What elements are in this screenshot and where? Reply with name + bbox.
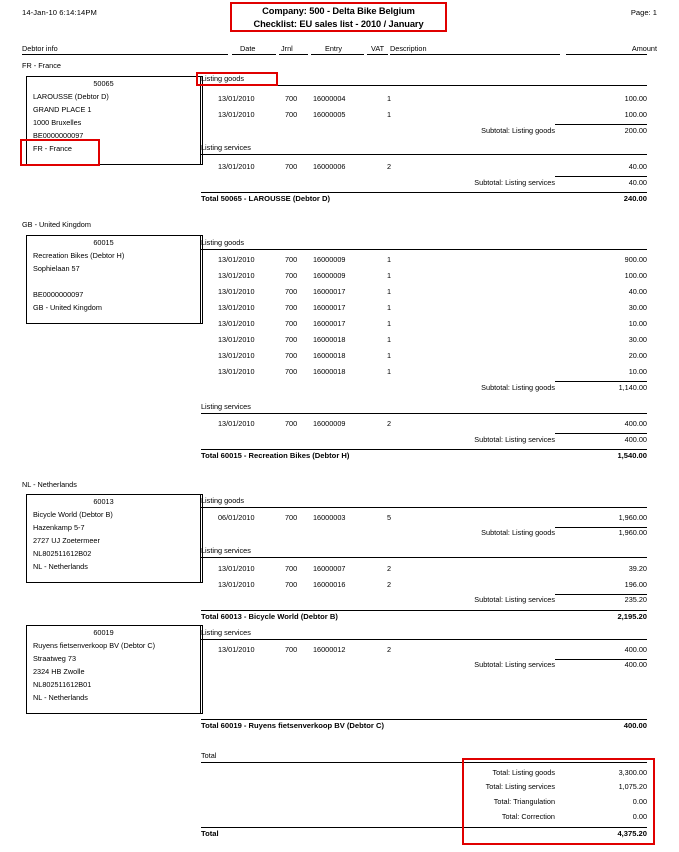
column-header-amount: Amount <box>631 44 657 53</box>
header-rule-date <box>232 54 276 55</box>
cell-vat: 1 <box>387 94 392 103</box>
subtotal-amount: 40.00 <box>628 178 647 187</box>
cell-vat: 1 <box>387 110 392 119</box>
section-rule-services-60015 <box>201 413 647 414</box>
debtor-address2 <box>27 275 202 288</box>
debtor-country: NL - Netherlands <box>33 562 88 571</box>
debtor-total-row-50065 <box>201 194 647 207</box>
cell-entry: 16000009 <box>313 271 346 280</box>
section-label-services-60015: Listing services <box>201 402 251 411</box>
cell-journal: 700 <box>285 351 298 360</box>
cell-amount: 40.00 <box>628 287 647 296</box>
cell-amount: 10.00 <box>628 319 647 328</box>
grand-total-row-triangulation <box>201 797 647 809</box>
grand-total-section-label: Total <box>201 751 217 760</box>
debtor-total-rule-60015 <box>201 449 647 450</box>
cell-entry: 16000009 <box>313 419 346 428</box>
table-row <box>201 110 647 122</box>
table-row <box>201 319 647 331</box>
cell-amount: 30.00 <box>628 335 647 344</box>
checklist-title: Checklist: EU sales list - 2010 / January <box>253 19 424 29</box>
cell-amount: 100.00 <box>624 271 647 280</box>
subtotal-rule <box>555 381 647 382</box>
grand-total-row-goods <box>201 768 647 780</box>
cell-amount: 39.20 <box>628 564 647 573</box>
grand-total-row-services <box>201 782 647 794</box>
debtor-total-amount: 1,540.00 <box>617 451 647 460</box>
cell-entry: 16000018 <box>313 335 346 344</box>
subtotal-rule <box>555 124 647 125</box>
subtotal-row-services-60013 <box>201 595 647 607</box>
debtor-address2: 1000 Bruxelles <box>33 118 82 127</box>
grand-total-final-amount: 4,375.20 <box>617 829 647 838</box>
subtotal-rule <box>555 176 647 177</box>
cell-entry: 16000004 <box>313 94 346 103</box>
cell-date: 13/01/2010 <box>218 580 255 589</box>
subtotal-amount: 1,140.00 <box>618 383 647 392</box>
cell-vat: 1 <box>387 319 392 328</box>
header-rule-debtor <box>22 54 228 55</box>
subtotal-row-services-60019 <box>201 660 647 672</box>
column-header-entry: Entry <box>325 44 343 53</box>
column-header-vat: VAT <box>371 44 385 53</box>
subtotal-amount: 200.00 <box>624 126 647 135</box>
section-rule-goods-50065 <box>201 85 647 86</box>
country-heading-gb: GB - United Kingdom <box>22 220 91 229</box>
section-rule-goods-60015 <box>201 249 647 250</box>
cell-entry: 16000017 <box>313 287 346 296</box>
header-rule-entry <box>311 54 364 55</box>
cell-date: 13/01/2010 <box>218 564 255 573</box>
country-heading-nl: NL - Netherlands <box>22 480 77 489</box>
debtor-address1: Sophielaan 57 <box>33 264 80 273</box>
company-title: Company: 500 - Delta Bike Belgium <box>262 6 415 16</box>
subtotal-label: Subtotal: Listing goods <box>481 528 555 537</box>
grand-total-final-label: Total <box>201 829 219 838</box>
section-rule-services-60019 <box>201 639 647 640</box>
cell-date: 13/01/2010 <box>218 335 255 344</box>
cell-vat: 1 <box>387 255 392 264</box>
cell-entry: 16000003 <box>313 513 346 522</box>
section-label-services-50065: Listing services <box>201 143 251 152</box>
cell-vat: 2 <box>387 564 392 573</box>
section-rule-services-50065 <box>201 154 647 155</box>
debtor-name: Ruyens fietsenverkoop BV (Debtor C) <box>33 641 156 650</box>
cell-journal: 700 <box>285 110 298 119</box>
subtotal-row-services-60015 <box>201 435 647 447</box>
column-header-debtor-info: Debtor info <box>22 44 58 53</box>
subtotal-label: Subtotal: Listing services <box>474 178 555 187</box>
cell-journal: 700 <box>285 419 298 428</box>
debtor-name: Recreation Bikes (Debtor H) <box>33 251 125 260</box>
section-rule-goods-60013 <box>201 507 647 508</box>
debtor-number: 60015 <box>93 238 114 247</box>
cell-date: 13/01/2010 <box>218 94 255 103</box>
subtotal-label: Subtotal: Listing services <box>474 435 555 444</box>
debtor-total-amount: 2,195.20 <box>617 612 647 621</box>
header-rule-vat <box>367 54 388 55</box>
cell-date: 13/01/2010 <box>218 287 255 296</box>
table-row <box>201 351 647 363</box>
section-label-services-60013: Listing services <box>201 546 251 555</box>
debtor-number: 60013 <box>93 497 114 506</box>
debtor-total-label: Total 60015 - Recreation Bikes (Debtor H) <box>201 451 350 460</box>
cell-vat: 1 <box>387 303 392 312</box>
subtotal-row-goods-60013 <box>201 528 647 540</box>
table-row <box>201 287 647 299</box>
cell-entry: 16000018 <box>313 367 346 376</box>
cell-vat: 1 <box>387 287 392 296</box>
cell-entry: 16000005 <box>313 110 346 119</box>
table-row <box>201 564 647 576</box>
cell-amount: 40.00 <box>628 162 647 171</box>
debtor-total-label: Total 50065 - LAROUSSE (Debtor D) <box>201 194 330 203</box>
table-row <box>201 513 647 525</box>
grand-total-amount: 0.00 <box>632 812 647 821</box>
table-row <box>201 303 647 315</box>
debtor-total-row-60015 <box>201 451 647 464</box>
section-label-services-60019: Listing services <box>201 628 251 637</box>
subtotal-rule <box>555 433 647 434</box>
grand-total-label: Total: Correction <box>501 812 555 821</box>
cell-journal: 700 <box>285 319 298 328</box>
cell-entry: 16000017 <box>313 319 346 328</box>
grand-total-amount: 3,300.00 <box>618 768 647 777</box>
cell-date: 06/01/2010 <box>218 513 255 522</box>
cell-amount: 400.00 <box>624 419 647 428</box>
cell-date: 13/01/2010 <box>218 319 255 328</box>
header-rule-journal <box>279 54 308 55</box>
table-row <box>201 645 647 657</box>
debtor-number: 60019 <box>93 628 114 637</box>
cell-amount: 100.00 <box>624 110 647 119</box>
section-label-goods-60013: Listing goods <box>201 496 245 505</box>
grand-total-amount: 0.00 <box>632 797 647 806</box>
debtor-country: NL - Netherlands <box>33 693 88 702</box>
grand-total-final-row <box>201 829 647 842</box>
subtotal-amount: 235.20 <box>624 595 647 604</box>
table-row <box>201 367 647 379</box>
debtor-total-row-60019 <box>201 721 647 734</box>
debtor-info-box-50065 <box>26 76 203 165</box>
debtor-vat-number: NL802511612B02 <box>33 549 92 558</box>
debtor-address1: GRAND PLACE 1 <box>33 105 92 114</box>
debtor-vat-number: NL802511612B01 <box>33 680 92 689</box>
debtor-total-rule-60019 <box>201 719 647 720</box>
cell-entry: 16000006 <box>313 162 346 171</box>
cell-entry: 16000012 <box>313 645 346 654</box>
cell-journal: 700 <box>285 645 298 654</box>
cell-date: 13/01/2010 <box>218 255 255 264</box>
column-header-description: Description <box>390 44 427 53</box>
debtor-total-label: Total 60013 - Bicycle World (Debtor B) <box>201 612 338 621</box>
table-row <box>201 94 647 106</box>
table-row <box>201 419 647 431</box>
country-heading-fr: FR - France <box>22 61 61 70</box>
subtotal-label: Subtotal: Listing goods <box>481 126 555 135</box>
cell-journal: 700 <box>285 162 298 171</box>
cell-amount: 30.00 <box>628 303 647 312</box>
grand-total-row-correction <box>201 812 647 824</box>
grand-total-amount: 1,075.20 <box>618 782 647 791</box>
debtor-info-box-60019 <box>26 625 203 714</box>
cell-journal: 700 <box>285 271 298 280</box>
debtor-total-rule-50065 <box>201 192 647 193</box>
grand-total-label: Total: Listing goods <box>492 768 555 777</box>
cell-journal: 700 <box>285 335 298 344</box>
cell-vat: 2 <box>387 645 392 654</box>
table-row <box>201 271 647 283</box>
cell-date: 13/01/2010 <box>218 367 255 376</box>
cell-journal: 700 <box>285 94 298 103</box>
subtotal-row-services-50065 <box>201 178 647 190</box>
debtor-name: Bicycle World (Debtor B) <box>33 510 113 519</box>
debtor-total-label: Total 60019 - Ruyens fietsenverkoop BV (Debtor C) <box>201 721 384 730</box>
cell-amount: 400.00 <box>624 645 647 654</box>
table-row <box>201 580 647 592</box>
cell-amount: 196.00 <box>624 580 647 589</box>
report-title-box <box>230 2 447 32</box>
section-rule-services-60013 <box>201 557 647 558</box>
report-timestamp: 14-Jan-10 6:14:14PM <box>22 8 97 17</box>
cell-journal: 700 <box>285 255 298 264</box>
debtor-total-amount: 400.00 <box>623 721 647 730</box>
section-label-goods-50065: Listing goods <box>201 74 245 83</box>
cell-vat: 2 <box>387 580 392 589</box>
cell-entry: 16000017 <box>313 303 346 312</box>
table-row <box>201 162 647 174</box>
cell-journal: 700 <box>285 564 298 573</box>
cell-journal: 700 <box>285 287 298 296</box>
grand-total-final-rule <box>201 827 647 828</box>
cell-amount: 100.00 <box>624 94 647 103</box>
debtor-info-box-60013 <box>26 494 203 583</box>
subtotal-label: Subtotal: Listing goods <box>481 383 555 392</box>
subtotal-row-goods-60015 <box>201 383 647 395</box>
debtor-total-rule-60013 <box>201 610 647 611</box>
table-row <box>201 335 647 347</box>
debtor-country: FR - France <box>33 144 72 153</box>
cell-journal: 700 <box>285 513 298 522</box>
cell-date: 13/01/2010 <box>218 303 255 312</box>
subtotal-label: Subtotal: Listing services <box>474 660 555 669</box>
subtotal-amount: 400.00 <box>624 435 647 444</box>
debtor-number: 50065 <box>93 79 114 88</box>
cell-vat: 1 <box>387 367 392 376</box>
page-number: Page: 1 <box>630 8 657 17</box>
debtor-total-amount: 240.00 <box>623 194 647 203</box>
subtotal-row-goods-50065 <box>201 126 647 138</box>
cell-date: 13/01/2010 <box>218 162 255 171</box>
cell-amount: 1,960.00 <box>618 513 647 522</box>
cell-entry: 16000007 <box>313 564 346 573</box>
subtotal-label: Subtotal: Listing services <box>474 595 555 604</box>
debtor-name: LAROUSSE (Debtor D) <box>33 92 109 101</box>
grand-total-section-rule <box>201 762 647 763</box>
table-row <box>201 255 647 267</box>
cell-amount: 900.00 <box>624 255 647 264</box>
subtotal-amount: 400.00 <box>624 660 647 669</box>
debtor-address2: 2324 HB Zwolle <box>33 667 85 676</box>
cell-entry: 16000018 <box>313 351 346 360</box>
debtor-address1: Straatweg 73 <box>33 654 76 663</box>
debtor-vat-number: BE0000000097 <box>33 131 84 140</box>
cell-journal: 700 <box>285 367 298 376</box>
debtor-address1: Hazenkamp 5-7 <box>33 523 85 532</box>
subtotal-amount: 1,960.00 <box>618 528 647 537</box>
cell-amount: 20.00 <box>628 351 647 360</box>
cell-vat: 2 <box>387 162 392 171</box>
header-rule-amount <box>566 54 647 55</box>
cell-entry: 16000009 <box>313 255 346 264</box>
cell-date: 13/01/2010 <box>218 351 255 360</box>
debtor-address2: 2727 UJ Zoetermeer <box>33 536 100 545</box>
debtor-total-row-60013 <box>201 612 647 625</box>
cell-vat: 5 <box>387 513 392 522</box>
debtor-country: GB - United Kingdom <box>33 303 102 312</box>
header-rule-desc <box>390 54 560 55</box>
cell-date: 13/01/2010 <box>218 645 255 654</box>
column-header-journal: Jrnl <box>281 44 293 53</box>
cell-vat: 1 <box>387 271 392 280</box>
grand-total-label: Total: Triangulation <box>493 797 555 806</box>
cell-entry: 16000016 <box>313 580 346 589</box>
cell-vat: 1 <box>387 351 392 360</box>
grand-total-label: Total: Listing services <box>485 782 555 791</box>
cell-vat: 2 <box>387 419 392 428</box>
cell-date: 13/01/2010 <box>218 271 255 280</box>
column-header-date: Date <box>240 44 256 53</box>
debtor-vat-number: BE0000000097 <box>33 290 84 299</box>
cell-amount: 10.00 <box>628 367 647 376</box>
section-label-goods-60015: Listing goods <box>201 238 245 247</box>
cell-date: 13/01/2010 <box>218 419 255 428</box>
cell-journal: 700 <box>285 303 298 312</box>
debtor-info-box-60015 <box>26 235 203 324</box>
cell-date: 13/01/2010 <box>218 110 255 119</box>
cell-vat: 1 <box>387 335 392 344</box>
cell-journal: 700 <box>285 580 298 589</box>
